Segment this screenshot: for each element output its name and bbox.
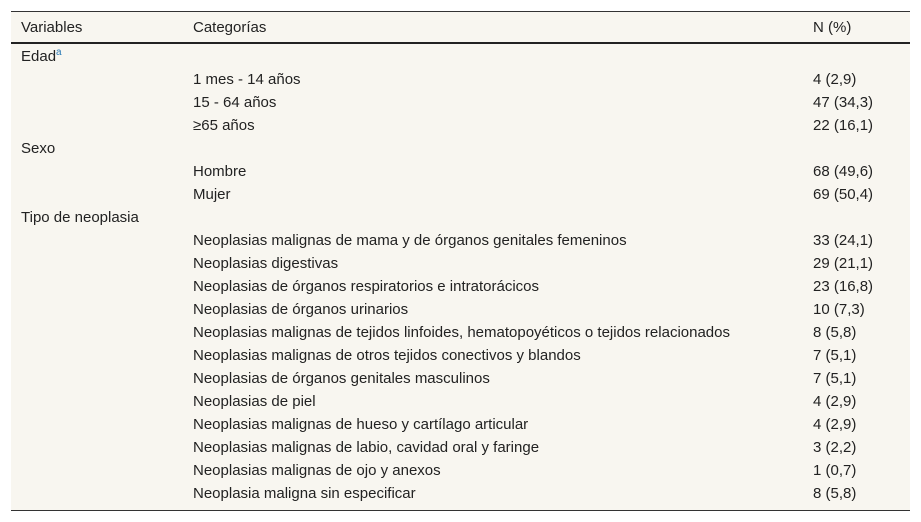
cell-category: ≥65 años (193, 117, 255, 134)
footnote-marker[interactable]: a (56, 47, 62, 58)
cell-variable: Edad$^a$ (21, 47, 62, 65)
cell-value: 47 (34,3) (813, 94, 874, 111)
cell-category: Neoplasia maligna sin especificar (193, 485, 416, 502)
cell-value: 3 (2,2) (813, 439, 857, 456)
cell-value: 68 (49,6) (813, 163, 874, 180)
cell-value: 8 (5,8) (813, 485, 857, 502)
cell-category: 15 - 64 años (193, 94, 277, 111)
cell-category: Neoplasias malignas de otros tejidos conectivos y blandos (193, 347, 581, 364)
cell-category: Neoplasias malignas de labio, cavidad oral y faringe (193, 439, 540, 456)
header-n-percent: N (%) (813, 19, 852, 36)
cell-value: 7 (5,1) (813, 370, 857, 387)
cell-category: Neoplasias malignas de ojo y anexos (193, 462, 441, 479)
cell-category: Neoplasias malignas de tejidos linfoides, hematopoyéticos o tejidos relacionados (193, 324, 730, 341)
cell-variable: Sexo (21, 140, 56, 157)
cell-category: Neoplasias de órganos urinarios (193, 301, 409, 318)
cell-value: 4 (2,9) (813, 71, 857, 88)
cell-value: 8 (5,8) (813, 324, 857, 341)
cell-category: Mujer (193, 186, 231, 203)
cell-value: 1 (0,7) (813, 462, 857, 479)
cell-value: 69 (50,4) (813, 186, 874, 203)
cell-category: Neoplasias de órganos respiratorios e intratorácicos (193, 278, 540, 295)
cell-category: 1 mes - 14 años (193, 71, 301, 88)
cell-category: Neoplasias malignas de mama y de órganos genitales femeninos (193, 232, 627, 249)
cell-category: Hombre (193, 163, 247, 180)
cell-value: 23 (16,8) (813, 278, 874, 295)
cell-category: Neoplasias malignas de hueso y cartílago articular (193, 416, 529, 433)
table-header (11, 12, 910, 44)
cell-category: Neoplasias digestivas (193, 255, 339, 272)
cell-value: 33 (24,1) (813, 232, 874, 249)
header-variables: Variables (21, 19, 83, 36)
cell-value: 4 (2,9) (813, 393, 857, 410)
header-categorias: Categorías (193, 19, 267, 36)
cell-variable: Tipo de neoplasia (21, 209, 139, 226)
cell-value: 10 (7,3) (813, 301, 865, 318)
cell-value: 7 (5,1) (813, 347, 857, 364)
cell-value: 22 (16,1) (813, 117, 874, 134)
cell-category: Neoplasias de órganos genitales masculinos (193, 370, 490, 387)
cell-value: 4 (2,9) (813, 416, 857, 433)
data-table (11, 11, 910, 511)
cell-category: Neoplasias de piel (193, 393, 316, 410)
cell-value: 29 (21,1) (813, 255, 874, 272)
